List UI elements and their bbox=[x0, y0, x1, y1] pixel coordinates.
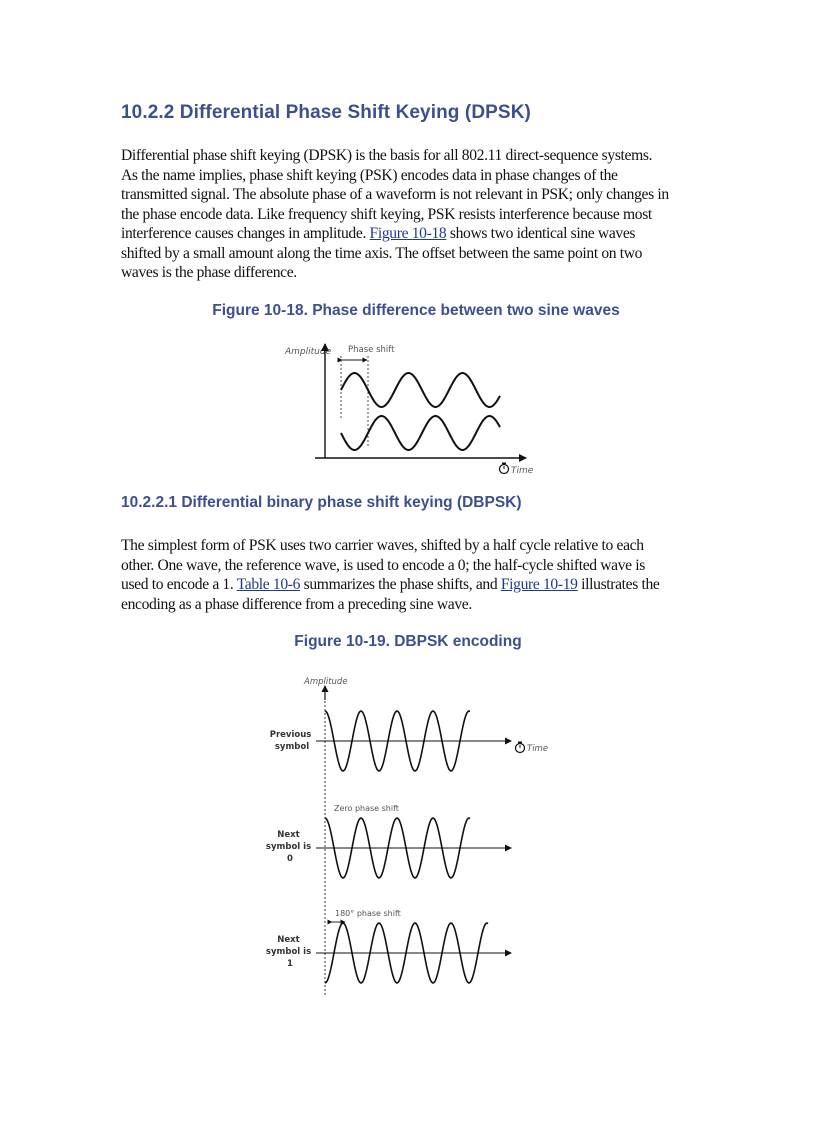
dbpsk-encoding-figure bbox=[265, 670, 558, 1005]
amplitude-label: Amplitude bbox=[285, 347, 332, 357]
paragraph-dpsk bbox=[121, 146, 669, 283]
previous-symbol-label bbox=[270, 730, 315, 752]
stopwatch-icon bbox=[500, 463, 509, 474]
subsection-heading: 10.2.2.1 Differential binary phase shift keying (DBPSK) bbox=[121, 494, 522, 511]
next-symbol-0-label bbox=[266, 830, 314, 864]
sine-wave-top bbox=[341, 373, 500, 407]
phase-difference-figure bbox=[280, 338, 534, 478]
label-line: 0 bbox=[287, 854, 293, 864]
stopwatch-icon bbox=[516, 742, 525, 753]
table-10-6-link[interactable]: Table 10-6 bbox=[236, 576, 301, 593]
figure-10-19-caption: Figure 10-19. DBPSK encoding bbox=[294, 633, 522, 650]
phase-shift-label: Phase shift bbox=[348, 345, 395, 355]
paragraph-dbpsk bbox=[121, 536, 669, 614]
label-line: symbol bbox=[274, 742, 310, 752]
paragraph-text: summarizes the phase shifts, and bbox=[300, 576, 501, 593]
figure-10-19-link[interactable]: Figure 10-19 bbox=[500, 576, 578, 593]
figure-10-18-caption: Figure 10-18. Phase difference between two sine waves bbox=[212, 302, 620, 319]
figure-10-18-link[interactable]: Figure 10-18 bbox=[369, 225, 447, 242]
paragraph-text: illustrates the encoding as a phase difference from a preceding sine wave. bbox=[121, 576, 660, 613]
paragraph-text: The simplest form of PSK uses two carrier waves, shifted by a half cycle relative to each other. One wave, the reference wave, is used to encode a 0; the half-cycle shifted wave is used to encode a 1. bbox=[121, 537, 646, 593]
label-line: Next bbox=[277, 935, 300, 945]
sine-wave-bottom bbox=[341, 416, 500, 450]
label-line: symbol is bbox=[265, 842, 312, 852]
half-phase-shift-label: 180° phase shift bbox=[335, 909, 401, 918]
time-label: Time bbox=[527, 744, 549, 754]
paragraph-text: shows two identical sine waves shifted by a small amount along the time axis. The offset between the same point on two waves is the phase difference. bbox=[121, 225, 643, 281]
paragraph-text: Differential phase shift keying (DPSK) is the basis for all 802.11 direct-sequence systems. As the name implies, phase shift keying (PSK) encodes data in phase changes of the transmitted signal. The absolute phase of a waveform is not relevant in PSK; only changes in the phase encode data. Like frequency shift keying, PSK resists interference because most interference causes changes in amplitude. bbox=[121, 147, 669, 242]
next-symbol-1-label bbox=[266, 935, 314, 969]
section-heading: 10.2.2 Differential Phase Shift Keying (DPSK) bbox=[121, 102, 531, 123]
label-line: Previous bbox=[269, 730, 312, 740]
zero-phase-shift-label: Zero phase shift bbox=[334, 804, 399, 813]
label-line: Next bbox=[277, 830, 300, 840]
label-line: symbol is bbox=[265, 947, 312, 957]
amplitude-label: Amplitude bbox=[304, 677, 348, 687]
time-label: Time bbox=[511, 466, 534, 476]
label-line: 1 bbox=[287, 959, 293, 969]
